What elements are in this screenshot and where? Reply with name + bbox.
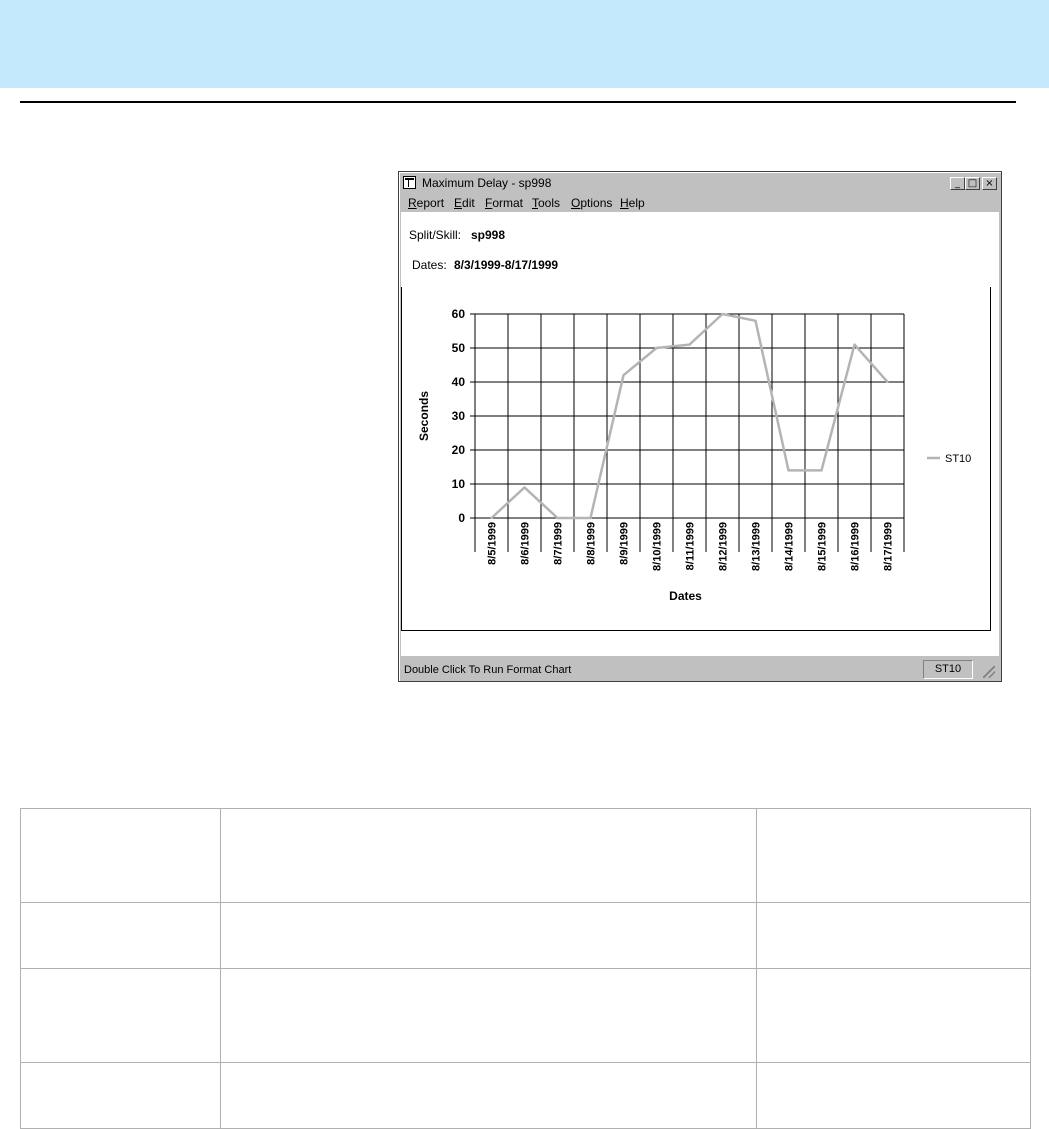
data-point [854,344,856,346]
chart-area[interactable] [401,287,991,631]
y-tick-label: 40 [451,375,465,389]
split-skill-value: sp998 [471,228,506,242]
table-cell [21,969,221,1063]
x-tick-label: 8/8/1999 [585,522,598,565]
report-window [398,171,1002,682]
x-tick-label: 8/11/1999 [684,522,697,571]
x-tick-label: 8/5/1999 [486,522,499,565]
x-tick-label: 8/12/1999 [717,522,730,571]
header-band [0,0,1049,88]
y-tick-label: 60 [451,307,465,321]
x-tick-label: 8/16/1999 [849,522,862,571]
data-point [491,517,493,519]
x-tick-label: 8/10/1999 [651,522,664,571]
data-point [623,374,625,376]
x-tick-label: 8/6/1999 [519,522,532,565]
table-cell [757,969,1031,1063]
table-cell [757,809,1031,903]
y-tick-label: 10 [451,477,465,491]
table-cell [221,809,757,903]
x-axis-title: Dates [669,589,702,603]
menu-tools[interactable]: Tools [532,196,561,210]
menu-bar [401,194,999,212]
data-point [755,320,757,322]
x-tick-label: 8/15/1999 [816,522,829,571]
menu-edit[interactable]: Edit [454,196,475,210]
x-tick-label: 8/9/1999 [618,522,631,565]
data-point [656,347,658,349]
table-cell [21,1063,221,1129]
data-point [887,381,889,383]
title-bar[interactable] [401,174,999,192]
x-tick-label: 8/14/1999 [783,522,796,571]
data-point [590,517,592,519]
close-button[interactable]: × [982,177,997,190]
status-message: Double Click To Run Format Chart [404,664,572,676]
menu-format[interactable]: Format [485,196,524,210]
line-chart[interactable] [402,287,990,630]
y-tick-label: 50 [451,341,465,355]
x-tick-label: 8/13/1999 [750,522,763,571]
table-cell [757,903,1031,969]
status-bar [401,658,999,680]
maximize-button[interactable]: □ [965,177,980,190]
data-point [557,517,559,519]
table-cell [757,1063,1031,1129]
menu-report[interactable]: Report [408,196,445,210]
table-cell [21,903,221,969]
table-cell [221,1063,757,1129]
dates-label: Dates: [412,258,447,272]
menu-help[interactable]: Help [620,196,645,210]
table-cell [221,903,757,969]
window-title: Maximum Delay - sp998 [422,176,552,190]
resize-grip-icon[interactable] [983,666,995,678]
data-point [722,313,724,315]
header-rule [20,101,1016,103]
menu-options[interactable]: Options [571,196,613,210]
report-icon[interactable] [403,176,416,189]
table-cell [21,809,221,903]
minimize-button[interactable]: _ [950,177,965,190]
y-axis-title: Seconds [417,390,431,442]
split-skill-label: Split/Skill: [409,228,462,242]
table-cell [221,969,757,1063]
dates-value: 8/3/1999-8/17/1999 [454,258,559,272]
data-point [524,486,526,488]
y-tick-label: 0 [458,511,465,525]
report-content [401,212,999,656]
document-table [20,808,1031,1129]
data-point [788,469,790,471]
data-point [689,344,691,346]
y-tick-label: 20 [451,443,465,457]
x-tick-label: 8/17/1999 [882,522,895,571]
legend-label: ST10 [945,453,972,465]
y-tick-label: 30 [451,409,465,423]
status-series-panel: ST10 [923,660,973,679]
data-point [821,469,823,471]
x-tick-label: 8/7/1999 [552,522,565,565]
